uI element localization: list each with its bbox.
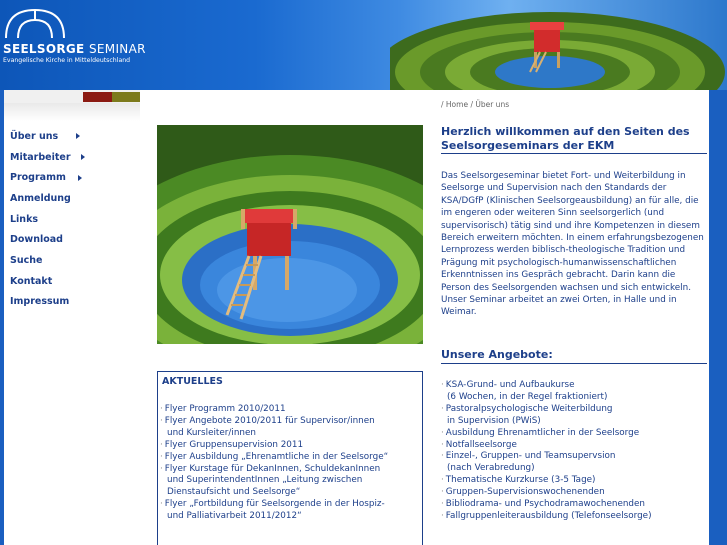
offer-text: Fallgruppenleiterausbildung (Telefonseelsorge) (445, 510, 652, 521)
nav-item-ueber-uns[interactable] (10, 126, 85, 147)
brand-name[interactable] (3, 42, 146, 56)
offer-text: Bibliodrama- und Psychodramawochenenden (445, 499, 646, 510)
list-item (441, 463, 707, 475)
color-swatch-red (83, 92, 112, 102)
news-text: Flyer Gruppensupervision 2011 (164, 439, 304, 450)
nav-item-label: Mitarbeiter (10, 151, 71, 163)
nav-item-label: Links (10, 213, 39, 225)
nav-item-links[interactable] (10, 209, 85, 230)
hero-maze-image (157, 125, 423, 344)
offers-list (441, 380, 707, 523)
sidebar (4, 90, 140, 545)
list-item[interactable]: · Thematische Kurzkurse (3-5 Tage) (441, 475, 596, 486)
news-link[interactable]: · Flyer „Fortbildung für Seelsorgende in der Hospiz- (160, 499, 385, 510)
news-link[interactable] (160, 487, 420, 499)
list-item[interactable]: · Fallgruppenleiterausbildung (Telefonseelsorge) (441, 510, 652, 521)
offers-heading: Unsere Angebote: (441, 348, 553, 361)
news-text: und SuperintendentInnen „Leitung zwischen (167, 475, 363, 486)
news-text: Dienstaufsicht und Seelsorge“ (167, 487, 301, 498)
news-text: Flyer Programm 2010/2011 (164, 404, 286, 414)
list-item[interactable]: · KSA-Grund- und Aufbaukurse (441, 380, 575, 390)
news-link[interactable]: · Flyer Ausbildung „Ehrenamtliche in der Seelsorge“ (160, 451, 389, 462)
brand-subtitle: Evangelische Kirche in Mitteldeutschland (3, 57, 131, 64)
logo-arch-icon[interactable] (4, 6, 66, 40)
nav-item-label: Kontakt (10, 275, 53, 287)
color-swatch-olive (112, 92, 140, 102)
nav-item-anmeldung[interactable] (10, 188, 85, 209)
offer-text: Notfallseelsorge (445, 439, 517, 450)
offer-text: KSA-Grund- und Aufbaukurse (445, 380, 575, 390)
breadcrumb[interactable]: / Home / Über uns (441, 100, 510, 109)
news-link[interactable]: · Flyer Gruppensupervision 2011 (160, 439, 304, 450)
brand-name-bold: SEELSORGE (3, 42, 85, 56)
chevron-right-icon (76, 133, 80, 139)
nav-item-programm[interactable] (10, 167, 85, 188)
offer-text: Ausbildung Ehrenamtlicher in der Seelsorge (445, 427, 640, 438)
offer-text: (nach Verabredung) (447, 463, 535, 474)
list-item[interactable]: · Pastoralpsychologische Weiterbildung (441, 403, 613, 414)
main-nav (10, 126, 85, 312)
header-maze-image (390, 0, 727, 90)
offer-text: (6 Wochen, in der Regel fraktioniert) (447, 391, 608, 402)
brand-name-light: SEMINAR (89, 42, 146, 56)
nav-item-kontakt[interactable] (10, 271, 85, 292)
news-text: Flyer Ausbildung „Ehrenamtliche in der Seelsorge“ (164, 451, 389, 462)
list-item[interactable]: · Notfallseelsorge (441, 439, 517, 450)
news-link[interactable]: · Flyer Programm 2010/2011 (160, 404, 286, 414)
list-item[interactable]: · Bibliodrama- und Psychodramawochenenden (441, 499, 646, 510)
news-link[interactable]: · Flyer Angebote 2010/2011 für Supervisor/innen (160, 415, 375, 426)
nav-item-label: Impressum (10, 296, 70, 308)
list-item[interactable]: · Gruppen-Supervisionswochenenden (441, 487, 605, 498)
news-link[interactable]: · Flyer Kurstage für DekanInnen, SchuldekanInnen (160, 463, 381, 474)
offer-text: Thematische Kurzkurse (3-5 Tage) (445, 475, 596, 486)
news-text: und Kursleiter/innen (167, 427, 256, 438)
nav-item-label: Suche (10, 254, 43, 266)
nav-item-label: Download (10, 234, 63, 246)
news-text: Flyer Angebote 2010/2011 für Supervisor/innen (164, 415, 375, 426)
offer-text: Pastoralpsychologische Weiterbildung (445, 403, 613, 414)
news-text: Flyer „Fortbildung für Seelsorgende in der Hospiz- (164, 499, 385, 510)
news-list (160, 404, 420, 523)
nav-item-impressum[interactable] (10, 292, 85, 313)
intro-paragraph: Das Seelsorgeseminar bietet Fort- und Weiterbildung in Seelsorge und Supervision nach den Standards der KSA/DGfP (Klinischen Seelsorgeausbildung) an für alle, die im engeren oder weiteren Sinn seelsorgerlich (und supervisorisch) tätig sind und ihre Kompetenzen in diesem Bereich erweitern möchten. In einem erfahrungsbezogenen Lernprozess werden biblisch-theologische Tradition und Prägung mit psychologisch-humanwissenschaftlichen Erkenntnissen ins Gespräch gebracht. Darin kann die Person des Seelsorgenden wachsen und sich entwickeln. Unser Seminar arbeitet an zwei Orten, in Halle und in Weimar. (441, 171, 704, 318)
chevron-right-icon (78, 175, 82, 181)
news-heading: AKTUELLES (162, 376, 223, 387)
right-blue-band (709, 90, 727, 545)
list-item[interactable]: · Einzel-, Gruppen- und Teamsupervsion (441, 451, 616, 462)
nav-item-suche[interactable] (10, 250, 85, 271)
nav-item-label: Programm (10, 172, 66, 184)
divider (441, 153, 707, 154)
site-header (0, 0, 727, 90)
nav-item-label: Über uns (10, 130, 59, 142)
sidebar-gradient-band (4, 103, 140, 121)
news-text: Flyer Kurstage für DekanInnen, SchuldekanInnen (164, 463, 381, 474)
list-item[interactable]: · Ausbildung Ehrenamtlicher in der Seelsorge (441, 427, 640, 438)
news-box (157, 371, 423, 545)
nav-item-label: Anmeldung (10, 192, 71, 204)
page-title: Herzlich willkommen auf den Seiten des Seelsorgeseminars der EKM (441, 125, 690, 152)
nav-item-mitarbeiter[interactable] (10, 147, 85, 168)
chevron-right-icon (81, 154, 85, 160)
news-link[interactable] (160, 475, 420, 487)
news-link[interactable] (160, 428, 420, 440)
news-text: und Palliativarbeit 2011/2012“ (167, 511, 302, 522)
news-link[interactable] (160, 511, 420, 523)
offer-text: in Supervision (PWiS) (447, 415, 541, 426)
list-item (441, 416, 707, 428)
divider (441, 363, 707, 364)
offer-text: Gruppen-Supervisionswochenenden (445, 487, 605, 498)
offer-text: Einzel-, Gruppen- und Teamsupervsion (445, 451, 616, 462)
nav-item-download[interactable] (10, 229, 85, 250)
list-item (441, 392, 707, 404)
